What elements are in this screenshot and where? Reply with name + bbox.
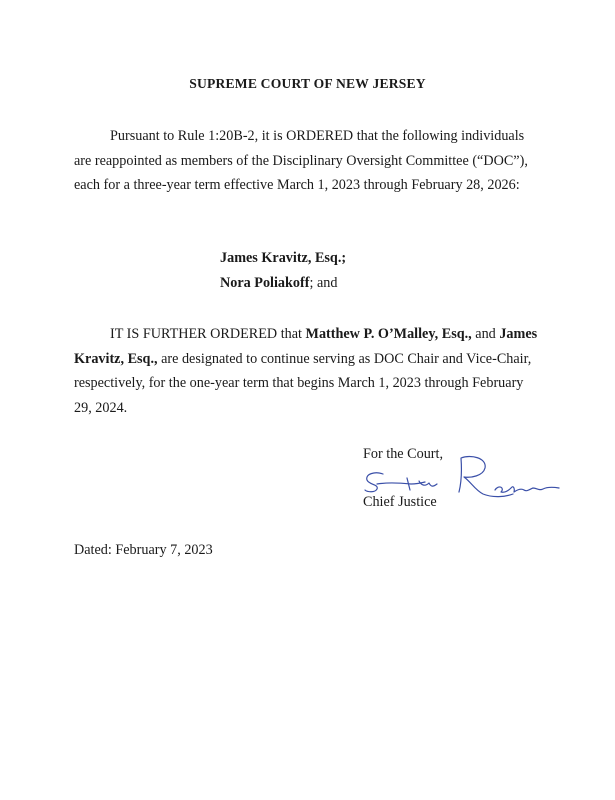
dated-line: Dated: February 7, 2023 bbox=[74, 542, 213, 558]
paragraph-2-lead: IT IS FURTHER ORDERED that bbox=[110, 326, 306, 342]
order-paragraph-2 bbox=[74, 322, 544, 420]
appointee-name: James Kravitz, Esq.; bbox=[220, 250, 347, 266]
appointee-item bbox=[220, 246, 346, 271]
order-paragraph-1-text: Pursuant to Rule 1:20B-2, it is ORDERED that the following individuals are reappointed as members of the Disciplinary Oversight Committee (“DOC”), each for a three-year term effective March 1, 2023 through February 28, 2026: bbox=[74, 128, 528, 193]
paragraph-2-tail: are designated to continue serving as DOC Chair and Vice-Chair, respectively, for the one-year term that begins March 1, 2023 through February 29, 2024. bbox=[74, 350, 532, 416]
for-the-court-label: For the Court, bbox=[363, 446, 443, 462]
vice-chair-name: James Kravitz, Esq., bbox=[74, 326, 538, 367]
chair-name: Matthew P. O’Malley, Esq., bbox=[305, 326, 472, 342]
appointee-suffix: ; and bbox=[309, 274, 338, 291]
chief-justice-label: Chief Justice bbox=[363, 494, 437, 510]
order-paragraph-1 bbox=[74, 124, 544, 198]
appointee-item bbox=[220, 271, 346, 296]
paragraph-2-mid: and bbox=[471, 326, 500, 342]
appointee-name: Nora Poliakoff bbox=[220, 274, 310, 291]
page-title: SUPREME COURT OF NEW JERSEY bbox=[189, 76, 426, 91]
appointee-list bbox=[220, 246, 346, 295]
